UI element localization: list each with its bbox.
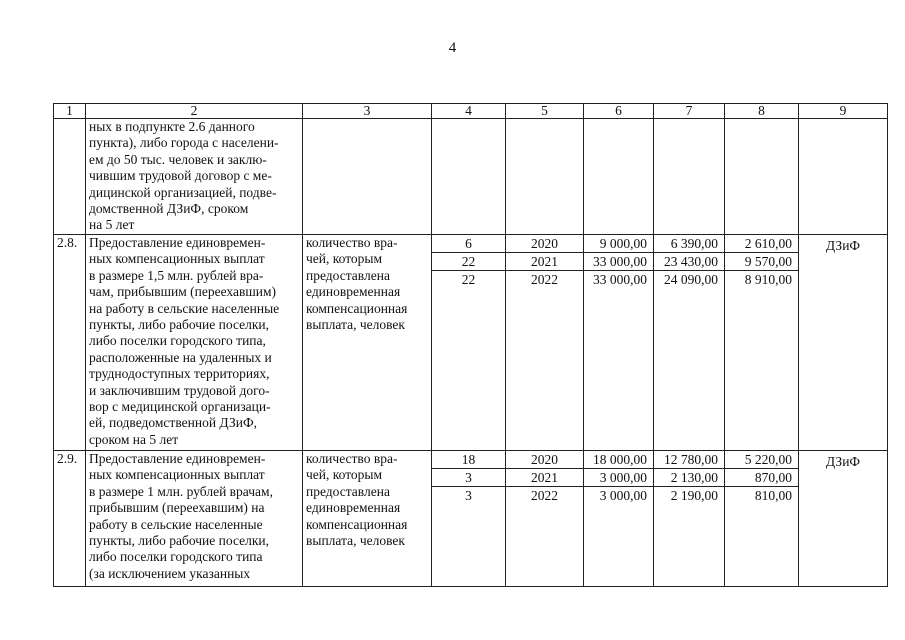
year-value: 2 610,00: [725, 235, 798, 253]
header-row: [54, 104, 888, 119]
text-line: пункта), либо города с населени-: [89, 135, 279, 151]
target-values: [432, 451, 506, 587]
year-value: 3: [432, 469, 505, 487]
text-line: ных в подпункте 2.6 данного: [89, 119, 255, 134]
text-line: сроком на 5 лет: [89, 431, 179, 447]
text-line: (за исключением указанных: [89, 565, 251, 581]
text-line: чей, которым: [306, 251, 383, 267]
row-description: [86, 451, 303, 587]
header-cell: 2: [86, 104, 303, 119]
text-line: и заключившим трудовой дого-: [89, 382, 270, 398]
text-line: на работу в сельские населенные: [89, 300, 280, 316]
text-line: единовременная: [306, 500, 401, 516]
year-value: 12 780,00: [654, 451, 724, 469]
empty-cell: [799, 119, 888, 235]
row-indicator: [303, 235, 432, 451]
text-line: единовременная: [306, 284, 401, 300]
year-value: 23 430,00: [654, 253, 724, 271]
total-values: [584, 451, 654, 587]
text-line: предоставлена: [306, 483, 390, 499]
year-value: 22: [461, 272, 476, 287]
text-line: предоставлена: [306, 267, 390, 283]
text-line: Предоставление единовремен-: [89, 451, 266, 466]
row-id: 2.9.: [54, 451, 86, 587]
table-row: [54, 235, 888, 451]
header-cell: 6: [584, 104, 654, 119]
year-value: 2021: [506, 469, 583, 487]
header-cell: 4: [432, 104, 506, 119]
year-value: 2 130,00: [654, 469, 724, 487]
year-value: 3 000,00: [584, 469, 653, 487]
text-line: вор с медицинской организаци-: [89, 399, 271, 415]
year-value: 22: [432, 253, 505, 271]
funding-table: [53, 103, 888, 587]
header-cell: 3: [303, 104, 432, 119]
empty-cell: [506, 119, 584, 235]
year-value: 3 000,00: [599, 488, 647, 503]
text-line: расположенные на удаленных и: [89, 349, 272, 365]
year-value: 6 390,00: [654, 235, 724, 253]
year-value: 6: [432, 235, 505, 253]
year-value: 2 190,00: [670, 488, 718, 503]
text-line: ем до 50 тыс. человек и заклю-: [89, 151, 267, 167]
text-line: домственной ДЗиФ, сроком: [89, 201, 249, 217]
year-value: 18: [432, 451, 505, 469]
year-value: 2020: [506, 235, 583, 253]
year-value: 2022: [531, 488, 558, 503]
year-value: 8 910,00: [744, 272, 792, 287]
text-line: ных компенсационных выплат: [89, 251, 265, 267]
year-value: 2021: [506, 253, 583, 271]
text-line: работу в сельские населенные: [89, 516, 263, 532]
text-line: чам, прибывшим (переехавшим): [89, 284, 276, 300]
text-line: компенсационная: [306, 516, 408, 532]
row-id: 2.8.: [54, 235, 86, 451]
header-cell: 9: [799, 104, 888, 119]
row-indicator: [303, 451, 432, 587]
text-line: пункты, либо рабочие поселки,: [89, 317, 270, 333]
text-line: количество вра-: [306, 451, 398, 466]
text-line: чившим трудовой договор с ме-: [89, 168, 272, 184]
regional-values: [725, 235, 799, 451]
year-value: 33 000,00: [593, 272, 647, 287]
responsible: ДЗиФ: [799, 451, 888, 587]
empty-cell: [303, 119, 432, 235]
continuation-text: [86, 119, 303, 235]
text-line: ей, подведомственной ДЗиФ,: [89, 415, 257, 431]
text-line: дицинской организацией, подве-: [89, 184, 277, 200]
text-line: Предоставление единовремен-: [89, 235, 266, 250]
text-line: в размере 1,5 млн. рублей вра-: [89, 267, 264, 283]
total-values: [584, 235, 654, 451]
year-value: 33 000,00: [584, 253, 653, 271]
text-line: пункты, либо рабочие поселки,: [89, 533, 270, 549]
year-value: 9 570,00: [725, 253, 798, 271]
year-value: 5 220,00: [725, 451, 798, 469]
empty-cell: [725, 119, 799, 235]
year-value: 870,00: [725, 469, 798, 487]
year-value: 18 000,00: [584, 451, 653, 469]
text-line: выплата, человек: [306, 533, 405, 549]
year-value: 9 000,00: [584, 235, 653, 253]
year-values: [506, 451, 584, 587]
year-value: 3: [465, 488, 472, 503]
text-line: в размере 1 млн. рублей врачам,: [89, 483, 273, 499]
text-line: либо поселки городского типа: [89, 549, 263, 565]
empty-cell: [654, 119, 725, 235]
header-cell: 5: [506, 104, 584, 119]
regional-values: [725, 451, 799, 587]
year-value: 2020: [506, 451, 583, 469]
text-line: количество вра-: [306, 235, 398, 250]
row-id-cell: [54, 119, 86, 235]
responsible: ДЗиФ: [799, 235, 888, 451]
continuation-row: [54, 119, 888, 235]
text-line: труднодоступных территориях,: [89, 366, 270, 382]
year-value: 24 090,00: [664, 272, 718, 287]
federal-values: [654, 451, 725, 587]
year-value: 810,00: [754, 488, 792, 503]
row-description: [86, 235, 303, 451]
text-line: выплата, человек: [306, 317, 405, 333]
target-values: [432, 235, 506, 451]
header-cell: 7: [654, 104, 725, 119]
table-row: [54, 451, 888, 587]
year-values: [506, 235, 584, 451]
header-cell: 8: [725, 104, 799, 119]
year-value: 2022: [531, 272, 558, 287]
page-number: 4: [448, 40, 457, 56]
text-line: чей, которым: [306, 467, 383, 483]
text-line: на 5 лет: [89, 217, 135, 233]
federal-values: [654, 235, 725, 451]
header-cell: 1: [54, 104, 86, 119]
empty-cell: [432, 119, 506, 235]
text-line: либо поселки городского типа,: [89, 333, 266, 349]
text-line: ных компенсационных выплат: [89, 467, 265, 483]
text-line: компенсационная: [306, 300, 408, 316]
empty-cell: [584, 119, 654, 235]
text-line: прибывшим (переехавшим) на: [89, 500, 265, 516]
